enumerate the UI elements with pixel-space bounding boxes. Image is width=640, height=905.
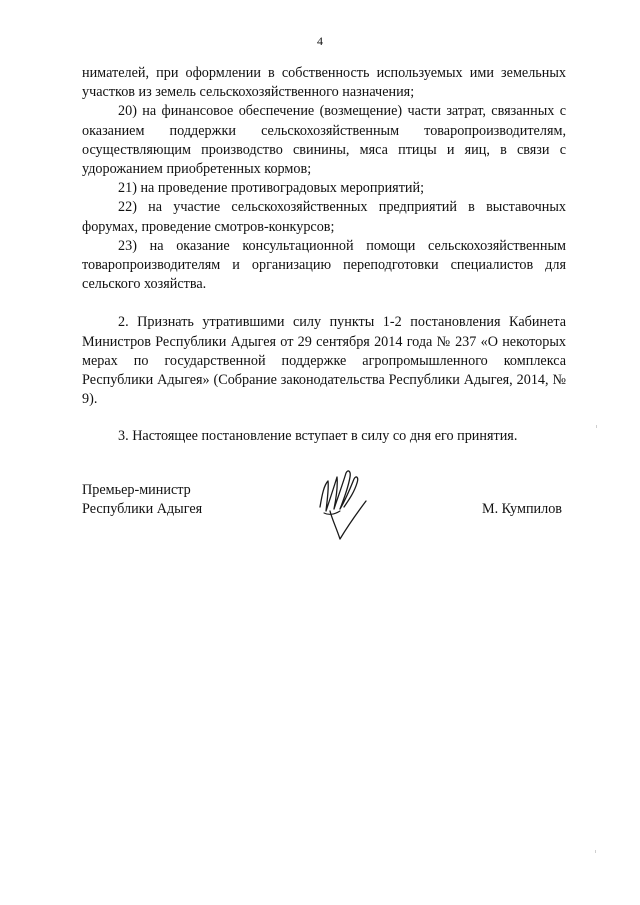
paragraph-item-21: 21) на проведение противоградовых мероприятий; (118, 180, 425, 197)
paragraph-clause-3: 3. Настоящее постановление вступает в силу со дня его принятия. (118, 428, 518, 445)
signatory-title-line2: Республики Адыгея (82, 501, 203, 518)
scan-mark (596, 425, 597, 428)
document-body (82, 64, 566, 447)
handwritten-signature (310, 455, 380, 555)
page-number: 4 (317, 34, 323, 48)
signatory-title (82, 481, 202, 519)
paragraph-item-23: 23) на оказание консультационной помощи сельскохозяйственным товаропроизводителям и организацию переподготовки специалистов для сельского хозяйства. (82, 237, 566, 293)
paragraph-clause-2: 2. Признать утратившими силу пункты 1-2 постановления Кабинета Министров Республики Адыгея от 29 сентября 2014 года № 237 «О некоторых мерах по государственной поддержке агропромышленного комплекса Республики Адыгея» (Собрание законодательства Республики Адыгея, 2014, № 9). (82, 314, 566, 408)
paragraph-item-20: 20) на финансовое обеспечение (возмещение) части затрат, связанных с оказанием поддержки сельскохозяйственным товаропроизводителям, осуществляющим производство свинины, мяса птицы и яиц, в связи с удорожанием приобретенных кормов; (82, 103, 566, 178)
signature-block (82, 481, 566, 561)
paragraph-item-22: 22) на участие сельскохозяйственных предприятий в выставочных форумах, проведение смотров-конкурсов; (82, 199, 566, 235)
paragraph-continuation: нимателей, при оформлении в собственность используемых ими земельных участков из земель сельскохозяйственного назначения; (82, 65, 566, 101)
signatory-title-line1: Премьер-министр (82, 482, 191, 498)
scan-mark (595, 850, 596, 853)
signatory-name: М. Кумпилов (481, 501, 562, 517)
